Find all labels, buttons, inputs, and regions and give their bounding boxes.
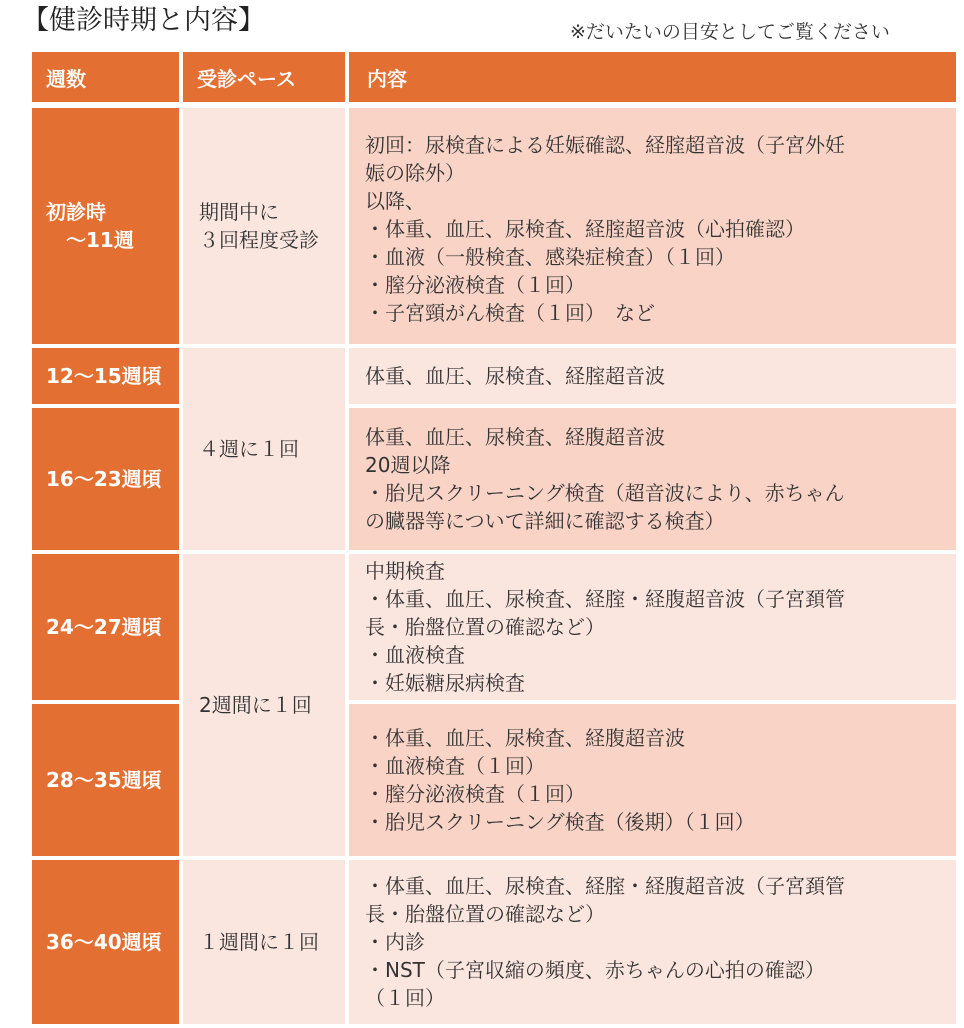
content-line: 中期検査 xyxy=(365,559,445,583)
content-line: 体重、血圧、尿検査、経腹超音波 xyxy=(365,425,665,449)
content-cell xyxy=(349,860,956,1028)
weeks-cell xyxy=(32,408,183,554)
pace-label: １週間に１回 xyxy=(199,930,319,954)
weeks-label: 28～35週頃 xyxy=(46,768,162,792)
content-line: ・内診 xyxy=(365,930,425,954)
table-row xyxy=(32,860,956,1028)
weeks-cell xyxy=(32,704,183,860)
weeks-label: 初診時 xyxy=(46,200,106,224)
table-row xyxy=(32,704,956,860)
content-line: 体重、血圧、尿検査、経腟超音波 xyxy=(365,364,665,388)
content-line: 娠の除外） xyxy=(365,161,465,185)
pace-label: ３回程度受診 xyxy=(199,228,319,252)
content-line: 長・胎盤位置の確認など） xyxy=(365,615,605,639)
table-row xyxy=(32,108,956,348)
content-line: ・妊娠糖尿病検査 xyxy=(365,671,525,695)
weeks-label: 16～23週頃 xyxy=(46,467,162,491)
weeks-label: 12～15週頃 xyxy=(46,364,162,388)
content-line: 以降、 xyxy=(365,189,425,213)
content-line: ・子宮頸がん検査（１回） など xyxy=(365,301,655,325)
content-line: ・膣分泌液検査（１回） xyxy=(365,273,585,297)
pace-label: 2週間に１回 xyxy=(199,693,312,717)
weeks-cell xyxy=(32,554,183,704)
content-line: ・胎児スクリーニング検査（後期）（１回） xyxy=(365,810,755,834)
content-cell xyxy=(349,704,956,860)
pace-cell xyxy=(183,108,349,348)
content-line: の臓器等について詳細に確認する検査） xyxy=(365,509,725,533)
content-line: ・血液（一般検査、感染症検査）（１回） xyxy=(365,245,735,269)
pace-label: 期間中に xyxy=(199,200,279,224)
pace-label: ４週に１回 xyxy=(199,437,299,461)
weeks-label: 24～27週頃 xyxy=(46,615,162,639)
content-line: ・膣分泌液検査（１回） xyxy=(365,782,585,806)
table-header-row xyxy=(32,52,956,108)
content-line: ・体重、血圧、尿検査、経腹超音波 xyxy=(365,726,685,750)
content-cell xyxy=(349,348,956,408)
content-cell xyxy=(349,108,956,348)
pace-cell xyxy=(183,348,349,554)
checkup-schedule-table xyxy=(32,52,956,1028)
header-weeks: 週数 xyxy=(32,52,183,108)
content-line: ・体重、血圧、尿検査、経腟・経腹超音波（子宮頚管 xyxy=(365,874,845,898)
content-line: ・体重、血圧、尿検査、経腟超音波（心拍確認） xyxy=(365,217,805,241)
content-line: 20週以降 xyxy=(365,453,451,477)
content-line: ・血液検査（１回） xyxy=(365,754,545,778)
table-row xyxy=(32,408,956,554)
weeks-cell xyxy=(32,108,183,348)
content-line: 初回：尿検査による妊娠確認、経腟超音波（子宮外妊 xyxy=(365,133,845,157)
content-line: ・胎児スクリーニング検査（超音波により、赤ちゃん xyxy=(365,481,845,505)
content-line: 長・胎盤位置の確認など） xyxy=(365,902,605,926)
header-pace: 受診ペース xyxy=(183,52,349,108)
weeks-label: 36～40週頃 xyxy=(46,930,162,954)
weeks-cell xyxy=(32,860,183,1028)
content-line: ・NST（子宮収縮の頻度、赤ちゃんの心拍の確認） xyxy=(365,958,825,982)
pace-cell xyxy=(183,860,349,1028)
content-cell xyxy=(349,408,956,554)
page-note: ※だいたいの目安としてご覧ください xyxy=(570,21,890,43)
page-title: 【健診時期と内容】 xyxy=(22,5,265,36)
table-row xyxy=(32,554,956,704)
content-line: （１回） xyxy=(365,986,445,1010)
header-content: 内容 xyxy=(349,52,956,108)
weeks-cell xyxy=(32,348,183,408)
content-line: ・血液検査 xyxy=(365,643,465,667)
pace-cell xyxy=(183,554,349,860)
table-row xyxy=(32,348,956,408)
content-line: ・体重、血圧、尿検査、経腟・経腹超音波（子宮頚管 xyxy=(365,587,845,611)
weeks-label: ～11週 xyxy=(46,228,134,252)
content-cell xyxy=(349,554,956,704)
